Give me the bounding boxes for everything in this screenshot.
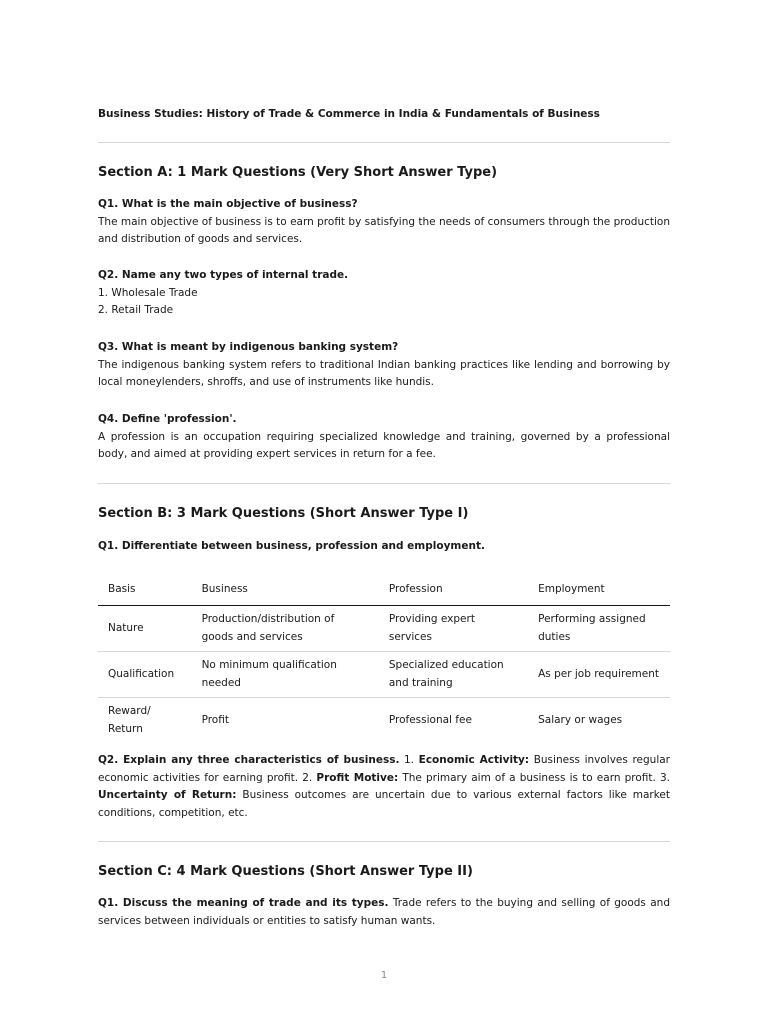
column-header: Basis: [98, 577, 192, 606]
table-cell: Qualification: [98, 652, 192, 698]
list-item: 1. Wholesale Trade: [98, 286, 198, 299]
section-a-heading: Section A: 1 Mark Questions (Very Short Answer Type): [98, 165, 498, 180]
section-a-q2: [98, 267, 670, 320]
table-row: [98, 652, 670, 698]
comparison-table: [98, 577, 670, 743]
column-header: Employment: [528, 577, 670, 606]
section-b-heading: Section B: 3 Mark Questions (Short Answer Type I): [98, 506, 469, 521]
answer-text: The indigenous banking system refers to traditional Indian banking practices like lending and borrowing by local moneylenders, shroffs, and use of instruments like hundis.: [98, 358, 670, 388]
table-cell: Specialized education and training: [379, 652, 528, 698]
point-text: Business involves regular economic activities for earning profit.: [98, 754, 670, 784]
section-c-q1: [98, 895, 670, 930]
point-text: Business outcomes are uncertain due to various external factors like market conditions, competition, etc.: [98, 789, 670, 819]
page-number: 1: [380, 970, 388, 981]
table-cell: Providing expert services: [379, 606, 528, 652]
table-cell: Performing assigned duties: [528, 606, 670, 652]
question-text: Q4. Define 'profession'.: [98, 413, 237, 425]
point-label: Profit Motive:: [316, 771, 399, 784]
divider: [98, 841, 670, 842]
question-text: Q1. What is the main objective of business?: [98, 198, 358, 210]
question-text: Q2. Explain any three characteristics of business.: [98, 754, 400, 766]
answer-text: The main objective of business is to earn profit by satisfying the needs of consumers through the production and distribution of goods and services.: [98, 215, 670, 245]
section-a-q1: [98, 196, 670, 249]
point-number: 2.: [302, 771, 313, 784]
table-cell: Profit: [201, 713, 229, 726]
question-text: Q2. Name any two types of internal trade.: [98, 269, 349, 281]
section-c-heading: Section C: 4 Mark Questions (Short Answer Type II): [98, 864, 473, 879]
section-b-q1: [98, 538, 670, 556]
answer-text: Trade refers to the buying and selling of goods and services between individuals or entities to satisfy human wants.: [98, 897, 670, 927]
point-label: Uncertainty of Return:: [98, 789, 237, 801]
table-cell: Professional fee: [388, 713, 472, 726]
table-row: [98, 698, 670, 744]
question-text: Q1. Discuss the meaning of trade and its types.: [98, 897, 389, 909]
question-text: Q1. Differentiate between business, profession and employment.: [98, 540, 485, 552]
point-text: The primary aim of a business is to earn profit.: [402, 771, 656, 784]
point-label: Economic Activity:: [418, 754, 530, 766]
table-cell: Salary or wages: [538, 713, 623, 726]
document-title: Business Studies: History of Trade & Commerce in India & Fundamentals of Business: [98, 108, 600, 120]
section-a-q3: [98, 339, 670, 392]
section-a-q4: [98, 411, 670, 464]
point-number: 1.: [404, 754, 415, 766]
table-cell: As per job requirement: [528, 652, 670, 698]
column-header: Profession: [379, 577, 528, 606]
divider: [98, 142, 670, 143]
question-text: Q3. What is meant by indigenous banking system?: [98, 341, 399, 353]
table-cell: Reward/ Return: [108, 705, 151, 735]
table-cell: Nature: [98, 606, 192, 652]
answer-text: A profession is an occupation requiring specialized knowledge and training, governed by a professional body, and aimed at providing expert services in return for a fee.: [98, 430, 670, 460]
point-number: 3.: [660, 771, 671, 784]
divider: [98, 483, 670, 484]
column-header: Business: [192, 577, 379, 606]
table-cell: No minimum qualification needed: [192, 652, 379, 698]
table-cell: Production/distribution of goods and services: [192, 606, 379, 652]
table-header-row: [98, 577, 670, 606]
list-item: 2. Retail Trade: [98, 304, 174, 316]
table-row: [98, 606, 670, 652]
section-b-q2: [98, 752, 670, 822]
